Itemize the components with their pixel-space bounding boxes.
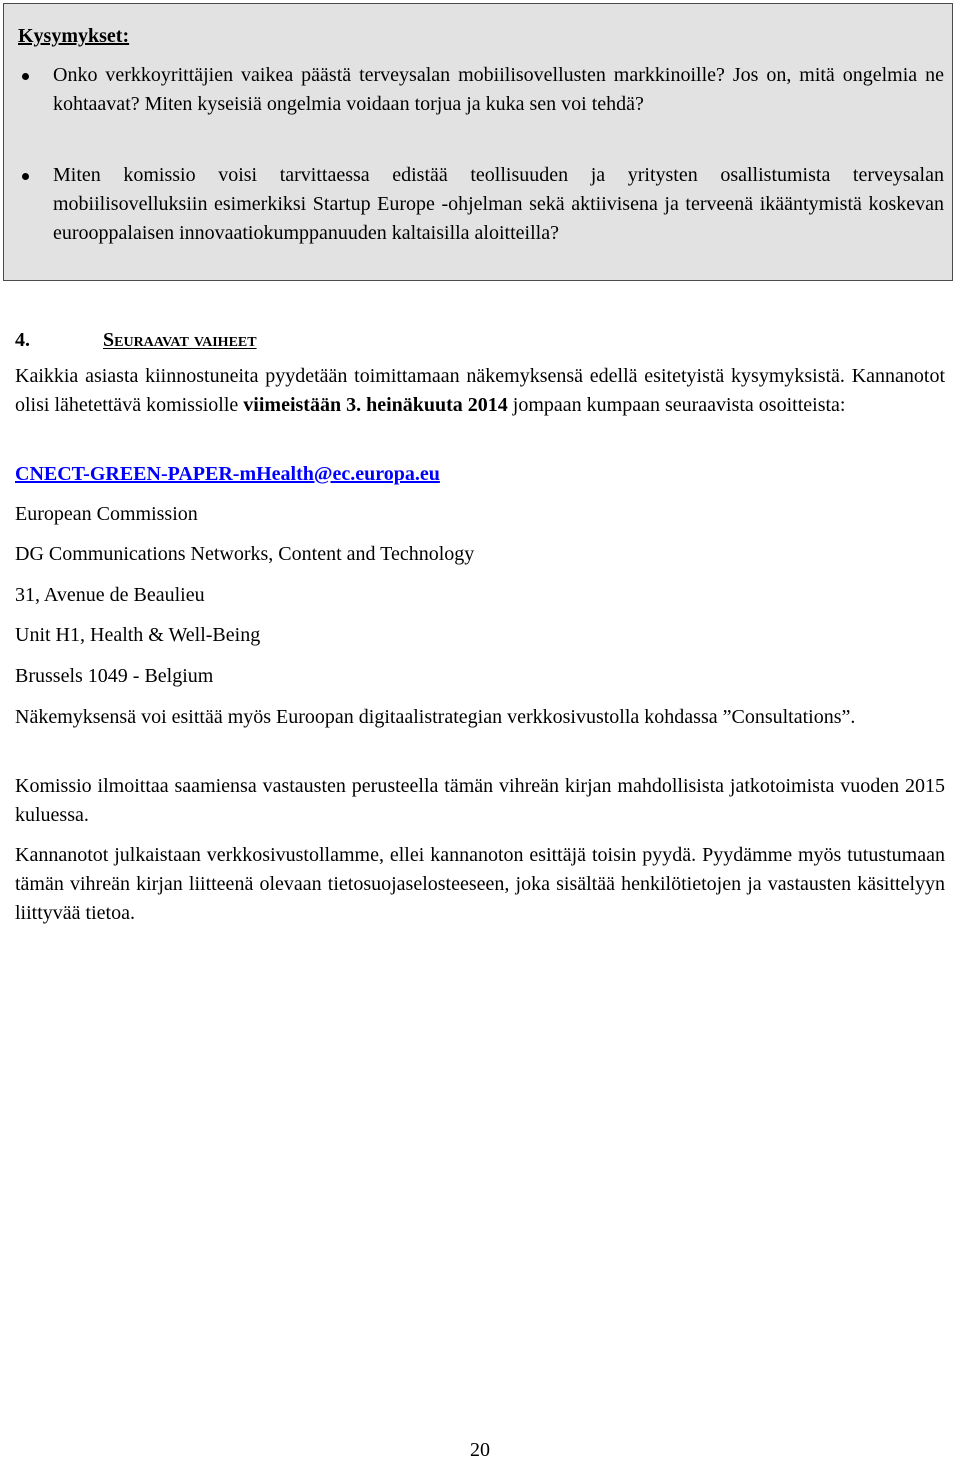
questions-box [3,3,953,281]
address-line: 31, Avenue de Beaulieu [15,584,205,606]
intro-text: Kaikkia asiasta kiinnostuneita pyydetään toimittamaan näkemyksensä edellä esitetyistä kysymyksistä. Kannanotot olisi lähetettävä komissiolle [15,365,945,416]
section-number: 4. [15,329,30,351]
page-number: 20 [470,1439,490,1461]
consultation-paragraph: Näkemyksensä voi esittää myös Euroopan digitaalistrategian verkkosivustolla kohdassa ”Consultations”. [15,706,856,728]
question-text: Onko verkkoyrittäjien vaikea päästä terveysalan mobiilisovellusten markkinoille? Jos on, mitä ongelmia ne kohtaavat? Miten kyseisiä ongelmia voidaan torjua ja kuka sen voi tehdä? [53,64,944,115]
address-line: DG Communications Networks, Content and Technology [15,543,475,565]
section-heading [15,326,257,354]
address-line: Brussels 1049 - Belgium [15,665,214,687]
follow-up-paragraph: Komissio ilmoittaa saamiensa vastausten perusteella tämän vihreän kirjan mahdollisista jatkotoimista vuoden 2015 kuluessa. [15,775,945,826]
address-line: Unit H1, Health & Well-Being [15,624,261,646]
intro-text-end: jompaan kumpaan seuraavista osoitteista: [507,394,846,416]
publication-paragraph: Kannanotot julkaistaan verkkosivustollamme, ellei kannanoton esittäjä toisin pyydä. Pyydämme myös tutustumaan tämän vihreän kirjan liitteenä olevaan tietosuojaselosteeseen, joka sisältää henkilötietojen ja vastausten käsittelyyn liittyvää tietoa. [15,844,945,924]
email-link[interactable]: CNECT-GREEN-PAPER-mHealth@ec.europa.eu [15,463,440,485]
section-title: Seuraavat vaiheet [103,329,257,351]
address-line: European Commission [15,503,198,525]
bullet-icon [22,73,29,80]
deadline-text: viimeistään 3. heinäkuuta 2014 [243,394,508,416]
intro-paragraph [15,362,945,420]
bullet-icon [22,173,29,180]
questions-heading: Kysymykset: [18,25,130,47]
question-text: Miten komissio voisi tarvittaessa edistää teollisuuden ja yritysten osallistumista terveysalan mobiilisovelluksiin esimerkiksi Startup Europe -ohjelman sekä aktiivisena ja terveenä ikääntymistä koskevan eurooppalaisen innovaatiokumppanuuden kaltaisilla aloitteilla? [53,164,944,244]
